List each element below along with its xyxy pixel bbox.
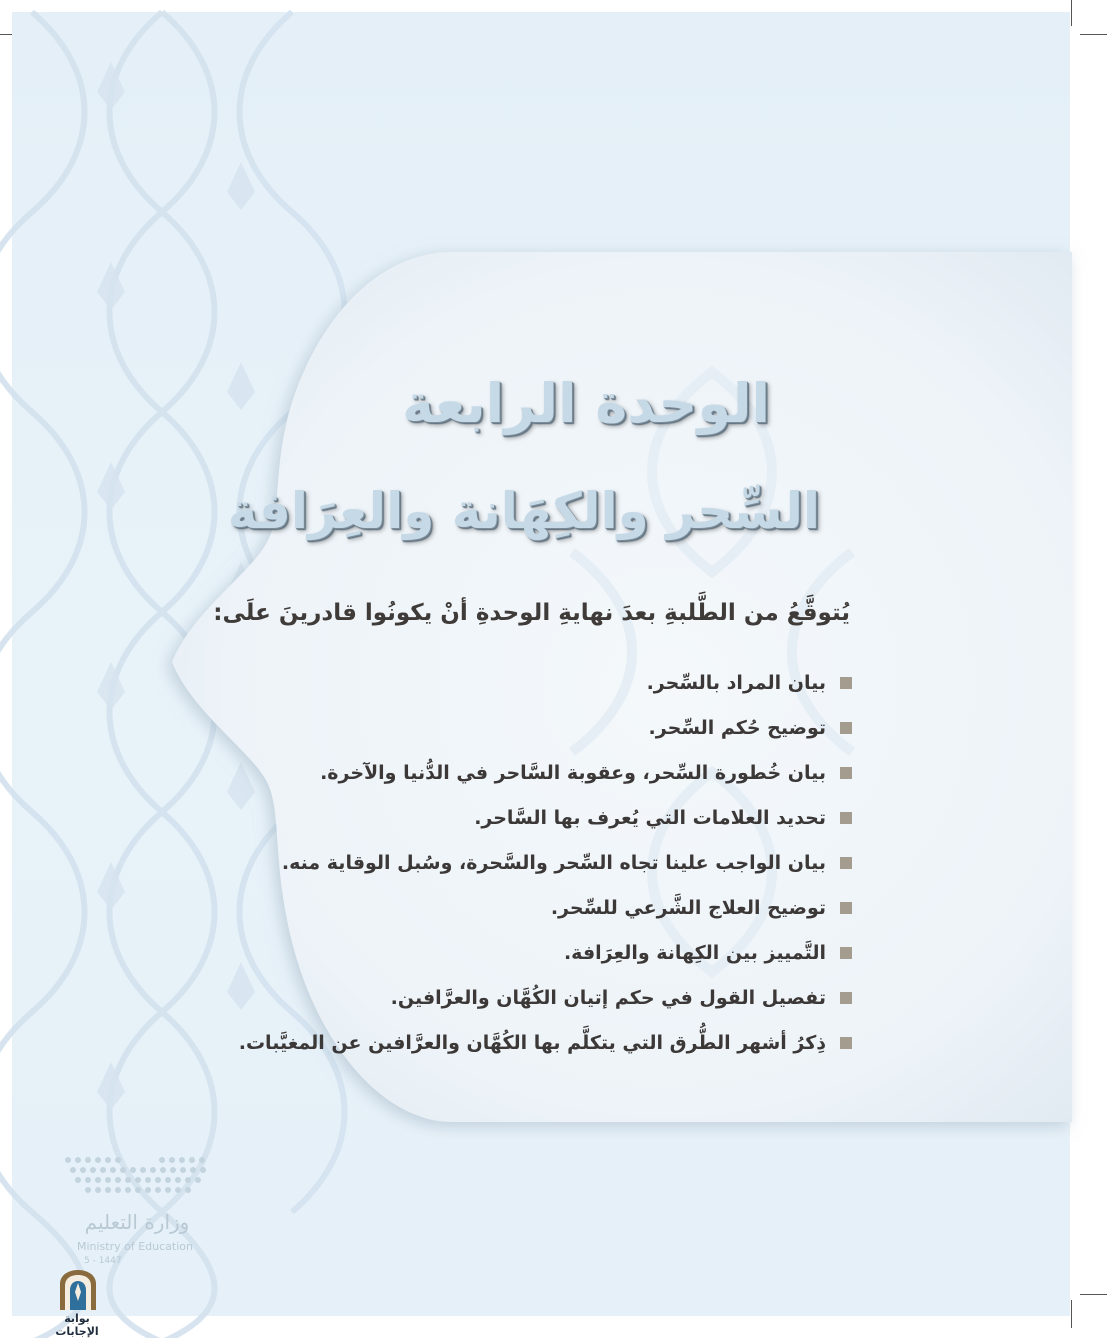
crop-mark-bottom-right bbox=[1080, 1294, 1107, 1295]
square-bullet-icon bbox=[840, 722, 852, 734]
objective-item bbox=[52, 660, 852, 705]
objective-text: توضيح حُكم السِّحر. bbox=[648, 716, 826, 739]
objectives-list bbox=[52, 660, 852, 1065]
ministry-name-ar: وزارة التعليم bbox=[84, 1210, 190, 1234]
objectives-intro: يُتوقَّعُ من الطَّلبةِ بعدَ نهايةِ الوحدةِ أنْ يكونُوا قادرينَ علَى: bbox=[213, 600, 850, 626]
crop-mark-bottom-right-v bbox=[1071, 1300, 1072, 1328]
objective-text: توضيح العلاج الشَّرعي للسِّحر. bbox=[550, 896, 826, 919]
objective-item bbox=[52, 750, 852, 795]
square-bullet-icon bbox=[840, 677, 852, 689]
crop-mark-top-right-v bbox=[1071, 0, 1072, 26]
objective-text: تفصيل القول في حكم إتيان الكُهَّان والعرَّافين. bbox=[390, 986, 826, 1009]
objective-text: بيان الواجب علينا تجاه السِّحر والسَّحرة، وسُبل الوقاية منه. bbox=[281, 851, 826, 874]
portal-building-icon bbox=[56, 1268, 100, 1312]
square-bullet-icon bbox=[840, 902, 852, 914]
ministry-logo-icon bbox=[62, 1152, 212, 1206]
square-bullet-icon bbox=[840, 1037, 852, 1049]
objective-text: بيان خُطورة السِّحر، وعقوبة السَّاحر في الدُّنيا والآخرة. bbox=[320, 761, 826, 784]
square-bullet-icon bbox=[840, 947, 852, 959]
objective-text: التَّمييز بين الكِهانة والعِرَافة. bbox=[563, 941, 826, 964]
unit-subtitle: السِّحر والكِهَانة والعِرَافة bbox=[227, 482, 820, 540]
square-bullet-icon bbox=[840, 767, 852, 779]
objective-text: بيان المراد بالسِّحر. bbox=[646, 671, 826, 694]
square-bullet-icon bbox=[840, 992, 852, 1004]
objective-item bbox=[52, 840, 852, 885]
objective-item bbox=[52, 975, 852, 1020]
objective-text: ذِكرُ أشهر الطُّرق التي يتكلَّم بها الكُهَّان والعرَّافين عن المغيَّبات. bbox=[238, 1031, 826, 1054]
unit-title: الوحدة الرابعة bbox=[402, 372, 770, 435]
objective-item bbox=[52, 1020, 852, 1065]
crop-mark-top-right bbox=[1080, 34, 1107, 35]
portal-watermark-label: بوابة الإجابات bbox=[55, 1312, 99, 1338]
ministry-year: 5 - 1447 bbox=[84, 1256, 122, 1266]
objective-item bbox=[52, 885, 852, 930]
objective-item bbox=[52, 795, 852, 840]
objective-item bbox=[52, 930, 852, 975]
square-bullet-icon bbox=[840, 812, 852, 824]
square-bullet-icon bbox=[840, 857, 852, 869]
ministry-name-en: Ministry of Education bbox=[76, 1240, 193, 1253]
objective-item bbox=[52, 705, 852, 750]
page bbox=[12, 12, 1070, 1338]
objective-text: تحديد العلامات التي يُعرف بها السَّاحر. bbox=[474, 806, 826, 829]
